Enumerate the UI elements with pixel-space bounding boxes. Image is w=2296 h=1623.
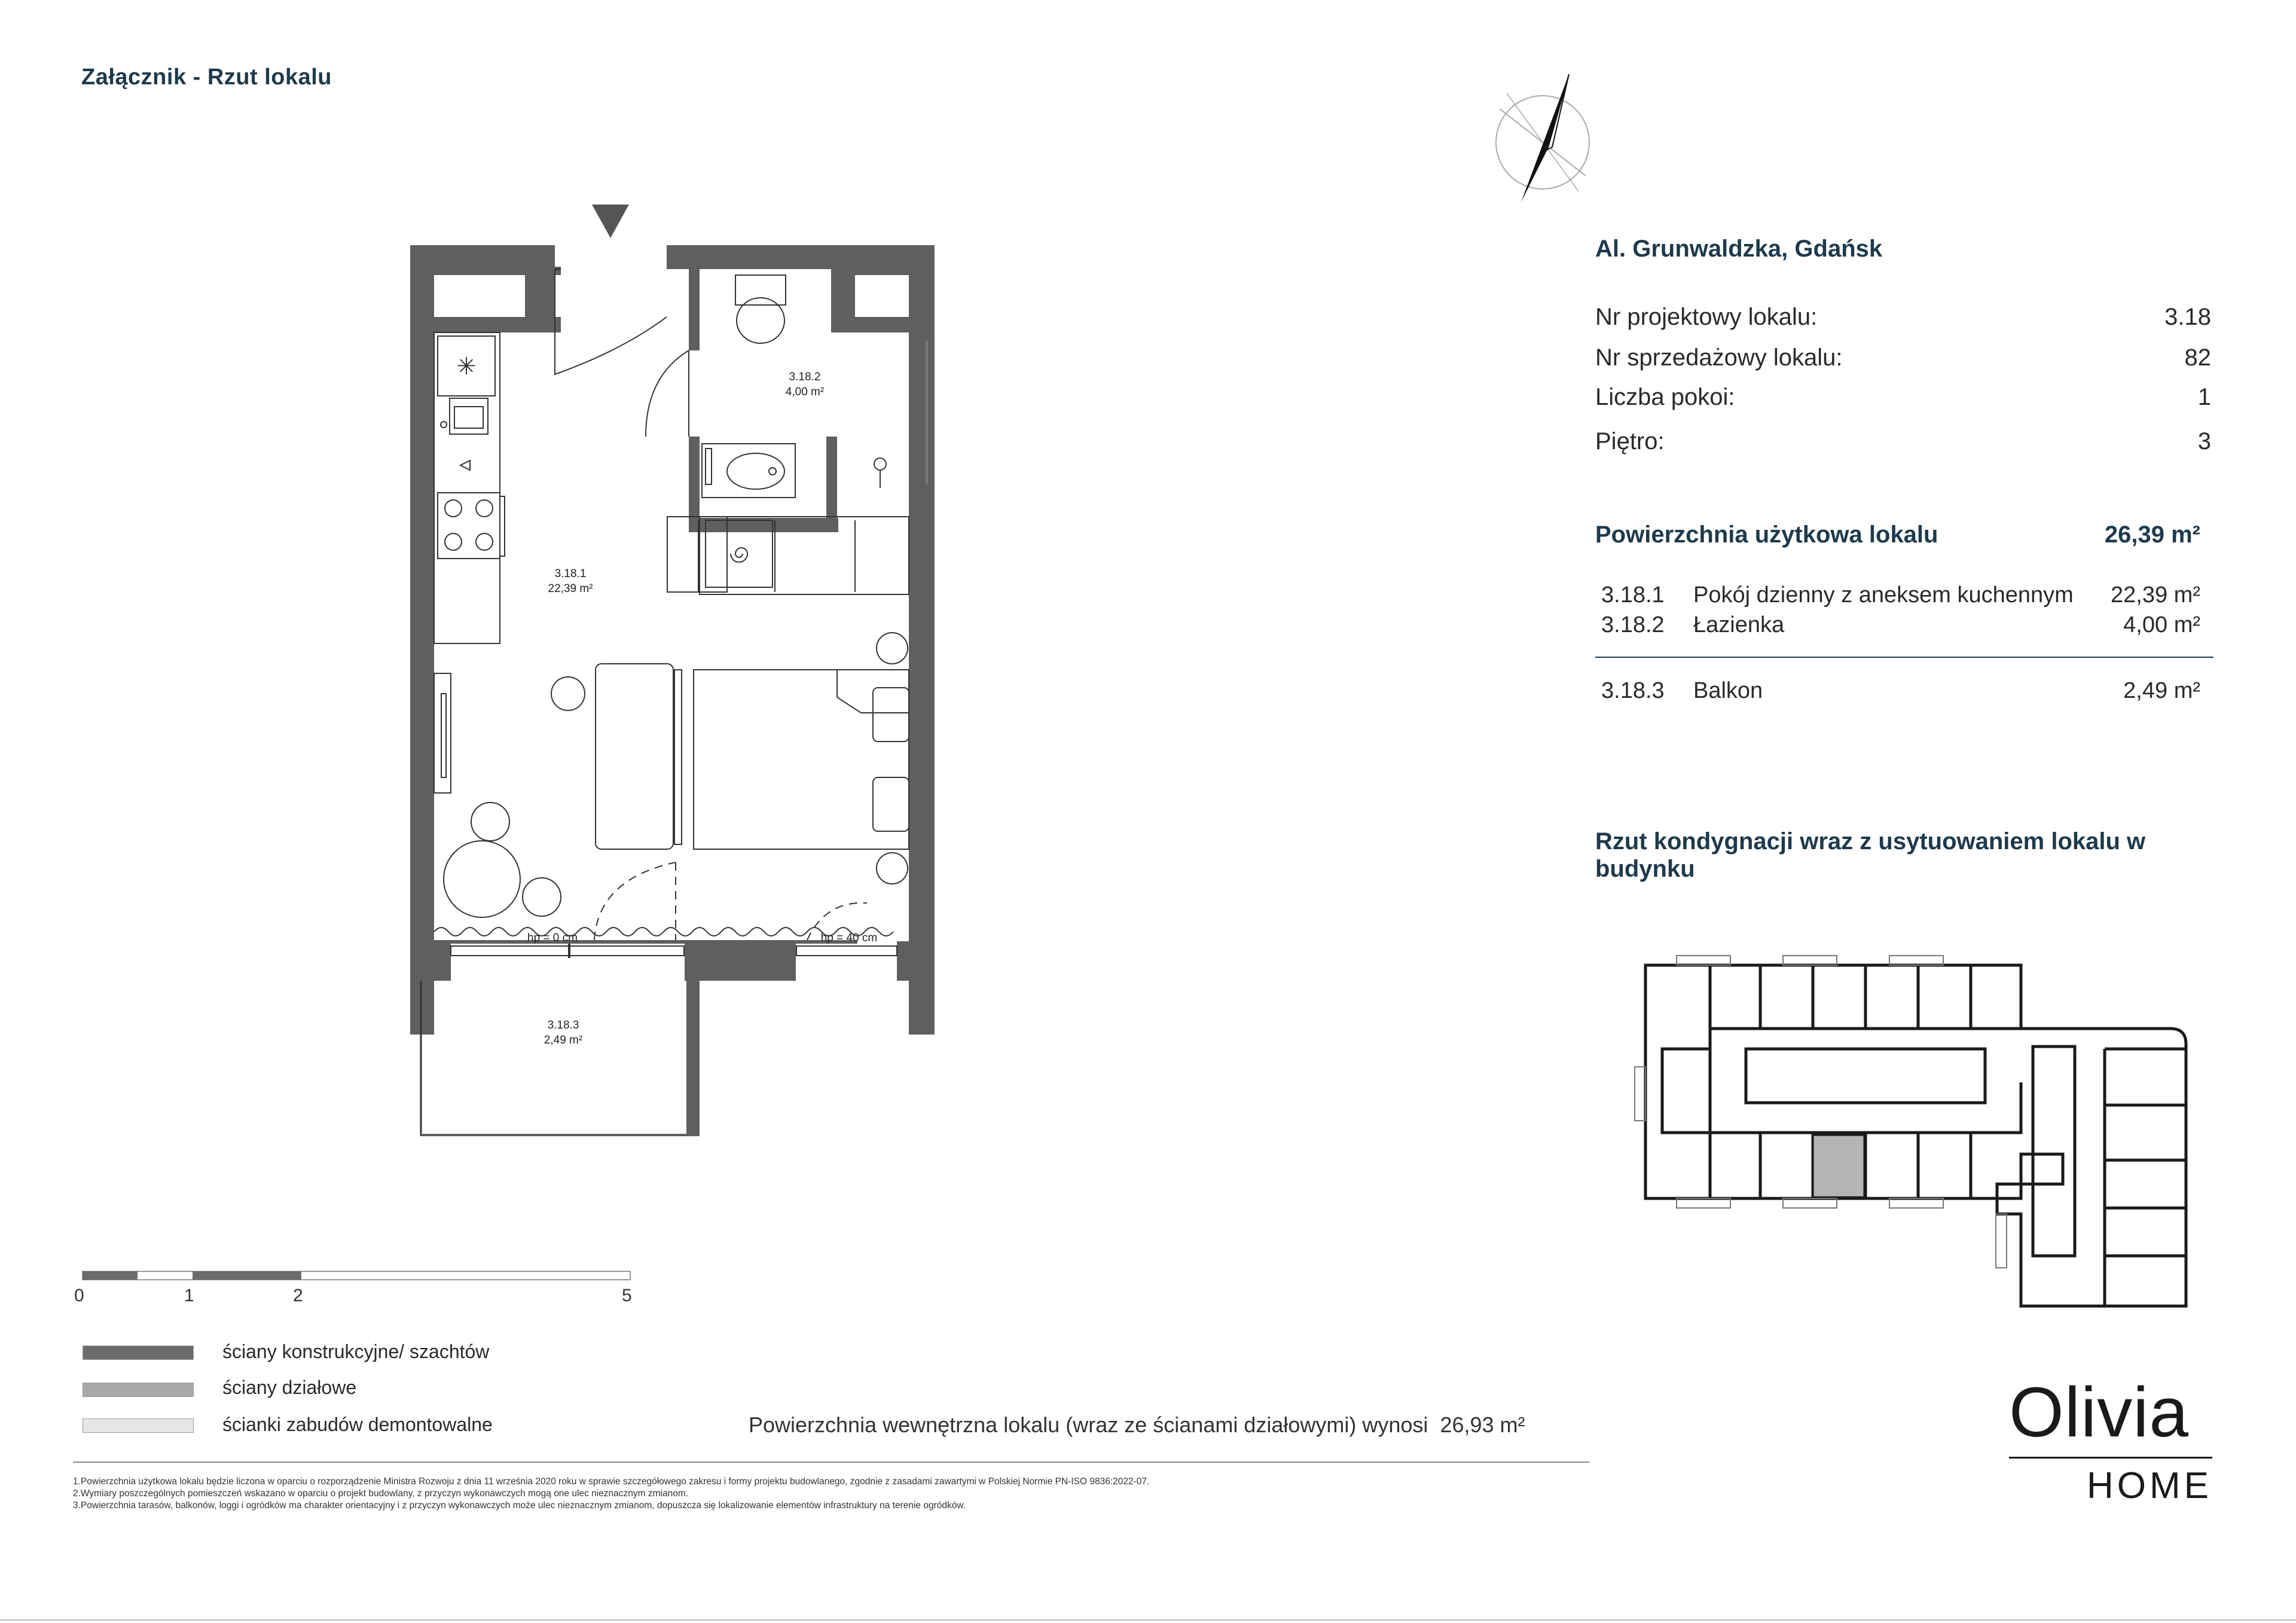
room-2-number: 3.18.2: [1601, 612, 1665, 637]
inner-area-value: 26,93 m²: [1440, 1413, 1525, 1437]
room-2-area: 4,00 m²: [2123, 612, 2200, 637]
sill-height-40-label: hp = 40 cm: [820, 932, 878, 944]
legend-swatch-demountable: [83, 1418, 194, 1433]
room2-number-label: 3.18.2: [789, 371, 821, 383]
divider: [1595, 657, 2213, 658]
svg-text:✳: ✳: [456, 353, 477, 380]
project-number-label: Nr projektowy lokalu:: [1595, 304, 1818, 330]
balcony-area: 2,49 m²: [2123, 678, 2200, 703]
legend-swatch-structural: [83, 1346, 194, 1360]
project-number-value: 3.18: [2164, 304, 2211, 330]
room1-area-label: 22,39 m²: [548, 582, 593, 595]
balcony-number: 3.18.3: [1601, 678, 1665, 703]
building-floor-schematic: [1626, 947, 2200, 1318]
room-1-name: Pokój dzienny z aneksem kuchennym: [1693, 582, 2074, 608]
compass-icon: [1483, 72, 1602, 203]
floor-value: 3: [2197, 428, 2211, 454]
room1-number-label: 3.18.1: [554, 568, 587, 580]
legend-demountable-label: ścianki zabudów demontowalne: [222, 1414, 493, 1435]
entrance-arrow-icon: [592, 205, 629, 238]
room2-area-label: 4,00 m²: [785, 386, 825, 398]
highlighted-unit: [1813, 1135, 1864, 1197]
sales-number-label: Nr sprzedażowy lokalu:: [1595, 344, 1843, 371]
footnotes: [73, 1476, 1149, 1512]
footer-divider: [73, 1462, 1589, 1463]
structural-walls: [410, 245, 935, 1136]
usable-area-value: 26,39 m²: [2104, 521, 2200, 548]
footnote-1: 1.Powierzchnia użytkowa lokalu będzie liczona w oparciu o rozporządzenie Ministra Rozwoju z dnia 11 września 2020 roku w sprawie szczegółowego zakresu i formy projektu budowlanego, zgodnie z zasadami zawartymi w Polskiej Normie PN-ISO 9836:2022-07.: [73, 1476, 1150, 1487]
floor-label: Piętro:: [1595, 428, 1665, 454]
scale-tick-0: 0: [74, 1286, 84, 1305]
room3-number-label: 3.18.3: [547, 1019, 579, 1032]
room-2-name: Łazienka: [1693, 612, 1785, 637]
legend-structural-label: ściany konstrukcyjne/ szachtów: [222, 1341, 490, 1362]
rooms-count-label: Liczba pokoi:: [1595, 384, 1735, 410]
rooms-count-value: 1: [2197, 384, 2211, 410]
logo-main-text: Olivia: [2009, 1373, 2190, 1452]
balcony-name: Balkon: [1693, 678, 1763, 703]
sales-number-value: 82: [2184, 344, 2211, 371]
inner-area-label: Powierzchnia wewnętrzna lokalu (wraz ze ścianami działowymi) wynosi: [749, 1413, 1428, 1437]
usable-area-label: Powierzchnia użytkowa lokalu: [1595, 521, 1938, 548]
footnote-3: 3.Powierzchnia tarasów, balkonów, loggi i ogródków ma charakter orientacyjny i z przyczyn wykonawczych może ulec nieznacznym zmianom, dopuszcza się lokalizowanie elementów infrastruktury na terenie ogródków.: [73, 1500, 966, 1511]
page-bottom-edge: [0, 1619, 2296, 1621]
room-1-number: 3.18.1: [1601, 582, 1665, 608]
room-1-area: 22,39 m²: [2111, 582, 2200, 608]
logo-sub-text: HOME: [2087, 1465, 2212, 1506]
scale-tick-2: 2: [293, 1286, 303, 1305]
legend-partition-label: ściany działowe: [222, 1377, 357, 1398]
scale-tick-1: 1: [184, 1286, 194, 1305]
scale-tick-5: 5: [622, 1286, 632, 1305]
building-plan-title: Rzut kondygnacji wraz z usytuowaniem lokalu w budynku: [1595, 828, 2146, 882]
page-title: Załącznik - Rzut lokalu: [81, 65, 332, 90]
inner-area-statement: [749, 1413, 1525, 1438]
logo-rule: [2009, 1457, 2212, 1459]
room3-area-label: 2,49 m²: [544, 1034, 583, 1047]
legend-swatch-partition: [83, 1383, 194, 1397]
address: Al. Grunwaldzka, Gdańsk: [1595, 236, 1883, 262]
olivia-home-logo: [2009, 1373, 2212, 1507]
footnote-2: 2.Wymiary poszczególnych pomieszczeń wskazano w oparciu o projekt budowlany, z przyczyn wykonawczych mogą one ulec nieznacznym zmianom.: [73, 1488, 689, 1499]
apartment-floor-plan: [395, 197, 981, 1136]
sill-height-0-label: hp = 0 cm: [527, 932, 578, 944]
scale-bar: [81, 1270, 643, 1282]
